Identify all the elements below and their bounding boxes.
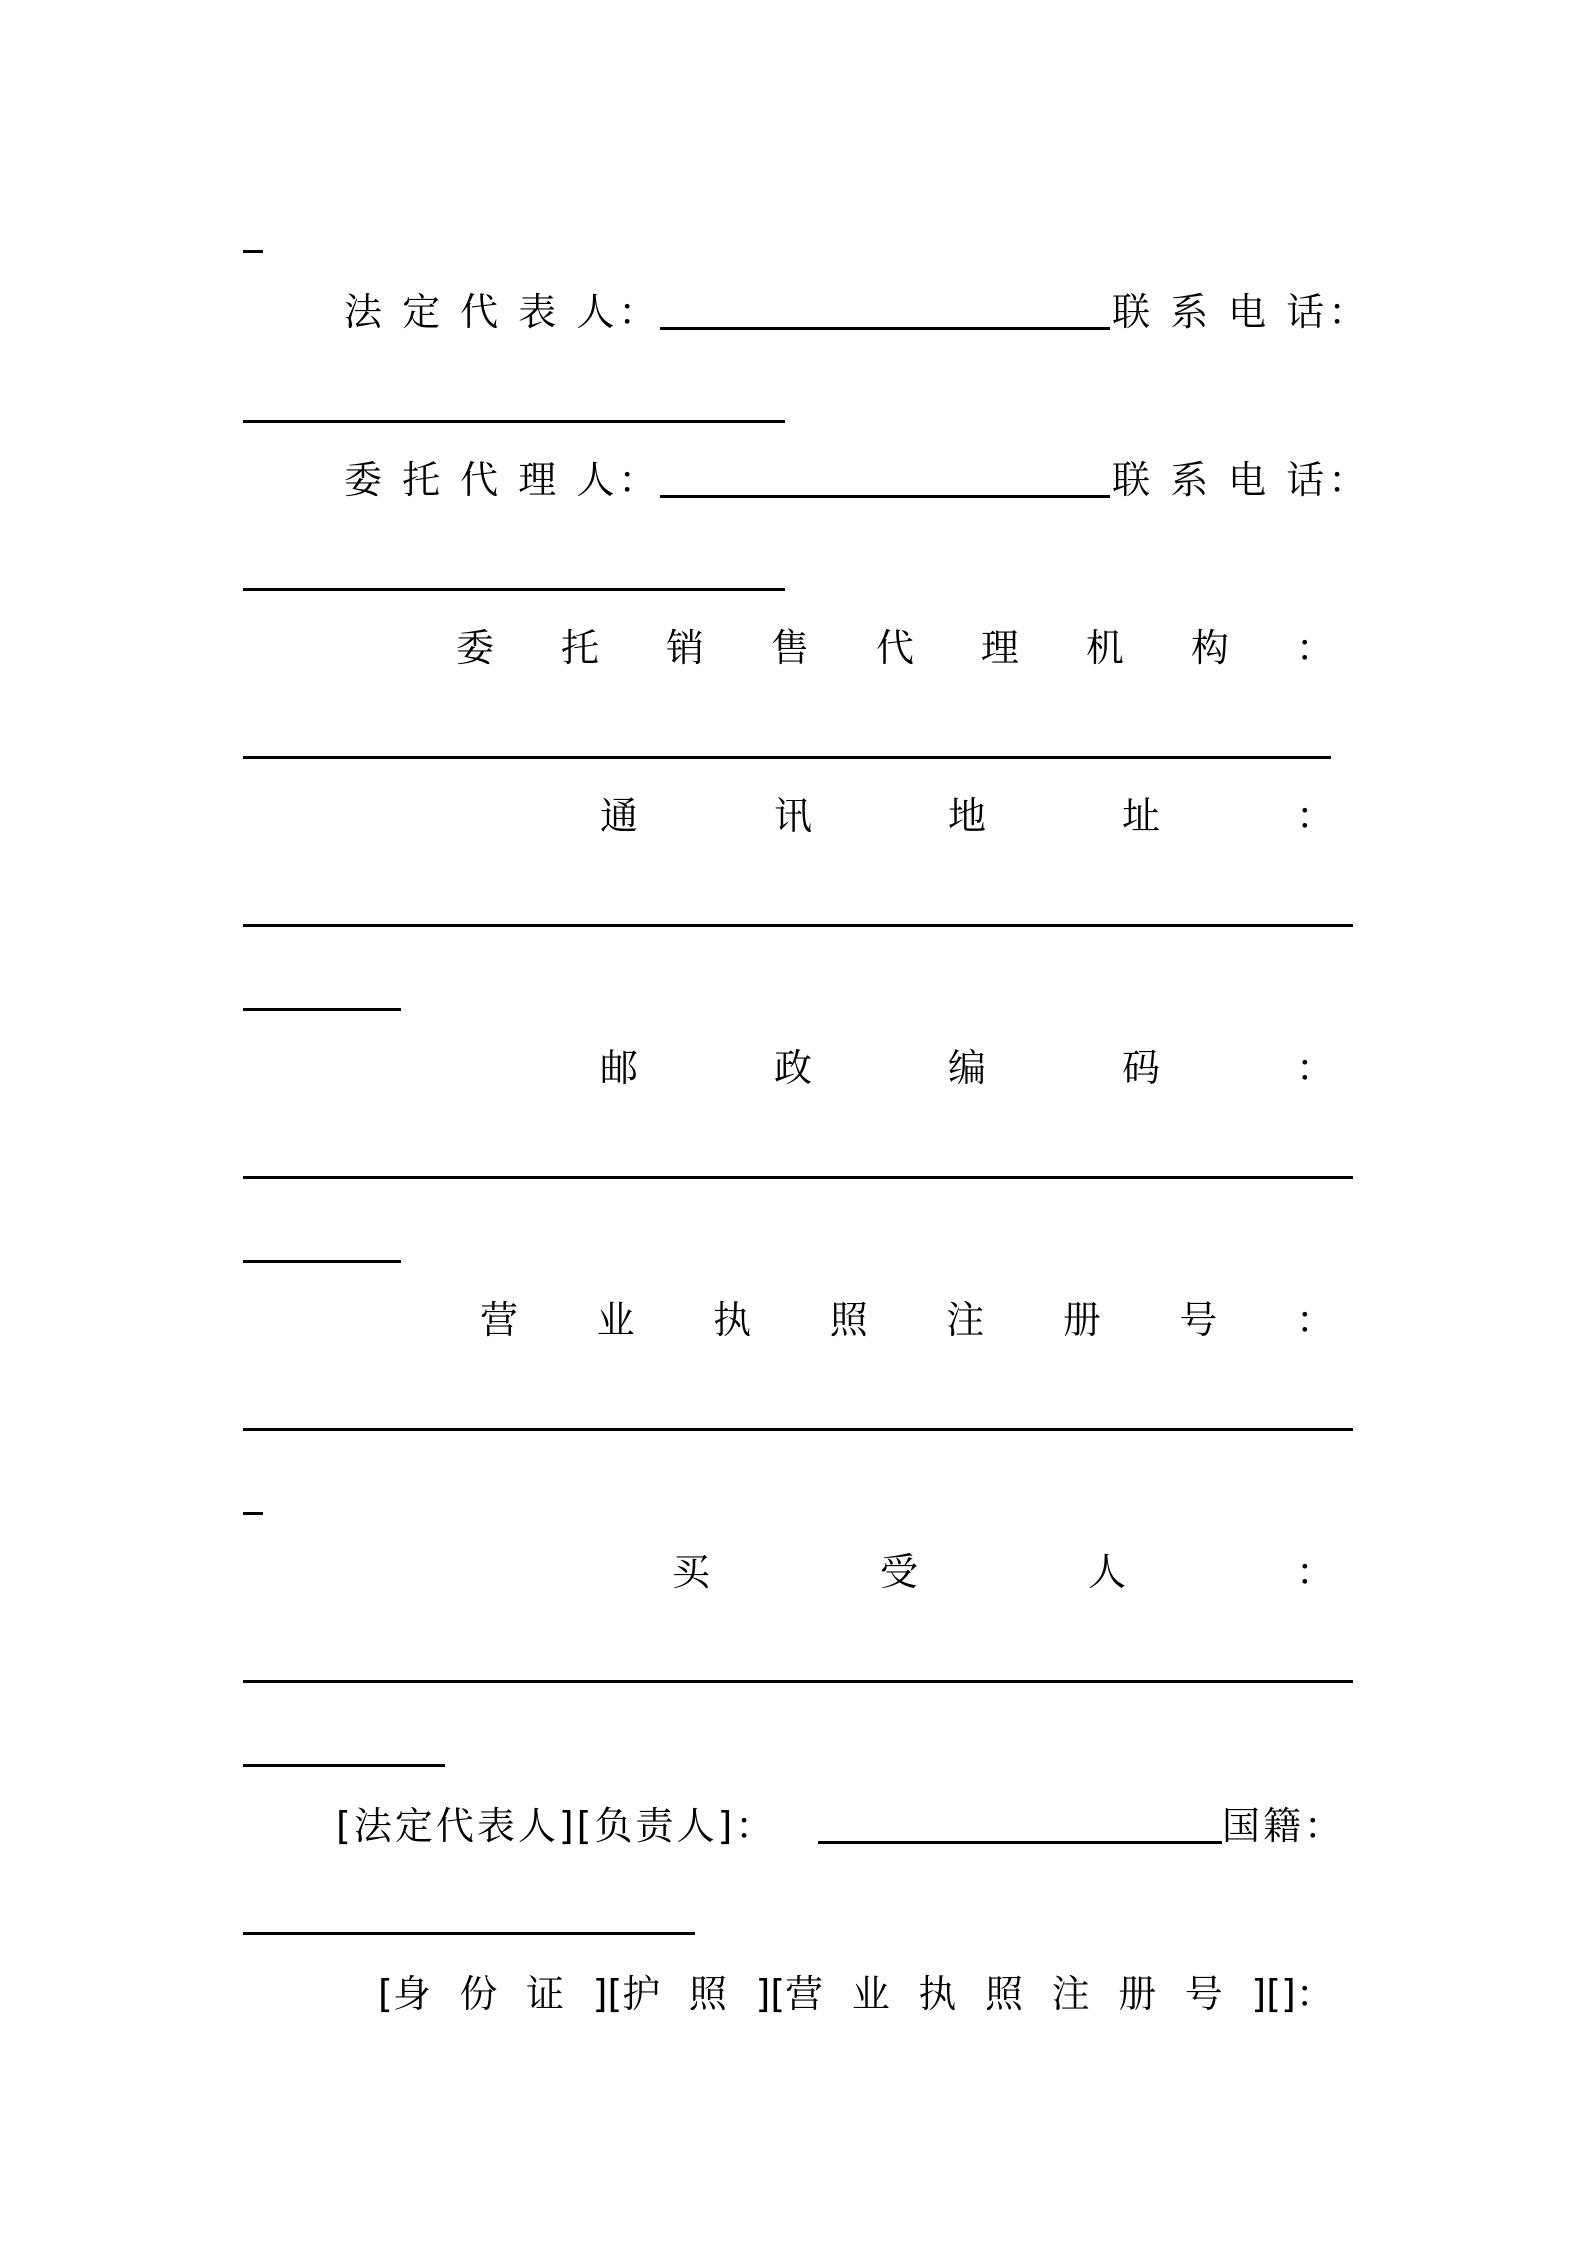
postcode-blank-cont[interactable] [243,1260,401,1263]
id-char: 业 [851,1972,890,2016]
sales-agency-char: 销 [665,626,704,670]
buyer-char: 买 [672,1550,711,1594]
legal-rep-label: 法 定 代 表 人： [344,290,661,334]
buyer-char: ： [1295,1550,1334,1594]
address-blank-cont[interactable] [243,1008,401,1011]
id-char: 份 [459,1972,498,2016]
buyer-char: 人 [1087,1550,1126,1594]
phone-blank[interactable] [243,420,785,423]
license-blank-cont[interactable] [243,1512,263,1515]
sales-agency-char: 委 [456,626,495,670]
license-char: 业 [596,1298,635,1342]
sales-agency-line [0,612,1586,684]
postcode-char: 码 [1121,1046,1160,1090]
id-line [0,1958,1586,2030]
id-char: 注 [1051,1972,1090,2016]
id-char: 照 [984,1972,1023,2016]
address-blank[interactable] [243,924,1353,927]
legal-rep-blank[interactable] [660,327,1110,330]
id-char: ][护 [592,1972,661,2016]
license-line [0,1284,1586,1356]
postcode-char: 编 [947,1046,986,1090]
agent-line [0,444,1586,516]
license-char: 册 [1062,1298,1101,1342]
license-blank[interactable] [243,1428,1353,1431]
sales-agency-char: ： [1295,626,1334,670]
license-char: 营 [480,1298,519,1342]
sales-agency-char: 理 [980,626,1019,670]
postcode-blank[interactable] [243,1176,1353,1179]
buyer-blank[interactable] [243,1680,1353,1683]
license-char: 执 [713,1298,752,1342]
license-char: 照 [829,1298,868,1342]
postcode-char: ： [1295,1046,1334,1090]
buyer-rep-blank[interactable] [818,1841,1222,1844]
id-char: 照 [688,1972,727,2016]
sales-agency-char: 代 [875,626,914,670]
id-char: 执 [918,1972,957,2016]
sales-agency-blank[interactable] [243,756,1331,759]
nationality-blank[interactable] [243,1932,695,1935]
legal-rep-line [0,276,1586,348]
buyer-blank-cont[interactable] [243,1764,445,1767]
address-char: 址 [1121,794,1160,838]
buyer-rep-line [0,1790,1586,1862]
sales-agency-char: 托 [560,626,599,670]
sales-agency-char: 机 [1085,626,1124,670]
sales-agency-char: 售 [770,626,809,670]
postcode-char: 政 [773,1046,812,1090]
id-char: ][营 [755,1972,824,2016]
address-line [0,780,1586,852]
id-char: 证 [526,1972,565,2016]
blank-line [243,250,263,253]
nationality-label: 国籍： [1222,1804,1346,1848]
postcode-char: 邮 [600,1046,639,1090]
address-char: 讯 [773,794,812,838]
agent-blank[interactable] [660,495,1110,498]
buyer-rep-label: [法定代表人][负责人]： [336,1804,777,1848]
license-char: ： [1295,1298,1334,1342]
license-char: 注 [946,1298,985,1342]
legal-rep-phone-label: 联 系 电 话： [1112,290,1371,334]
id-char: 册 [1118,1972,1157,2016]
buyer-char: 受 [879,1550,918,1594]
id-char: [身 [378,1972,431,2016]
address-char: 通 [600,794,639,838]
phone-blank[interactable] [243,588,785,591]
address-char: 地 [947,794,986,838]
address-char: ： [1295,794,1334,838]
postcode-line [0,1032,1586,1104]
agent-label: 委 托 代 理 人： [344,458,661,502]
agent-phone-label: 联 系 电 话： [1112,458,1371,502]
license-char: 号 [1179,1298,1218,1342]
sales-agency-char: 构 [1190,626,1229,670]
id-char: ][]： [1251,1972,1334,2016]
id-char: 号 [1184,1972,1223,2016]
buyer-line [0,1536,1586,1608]
